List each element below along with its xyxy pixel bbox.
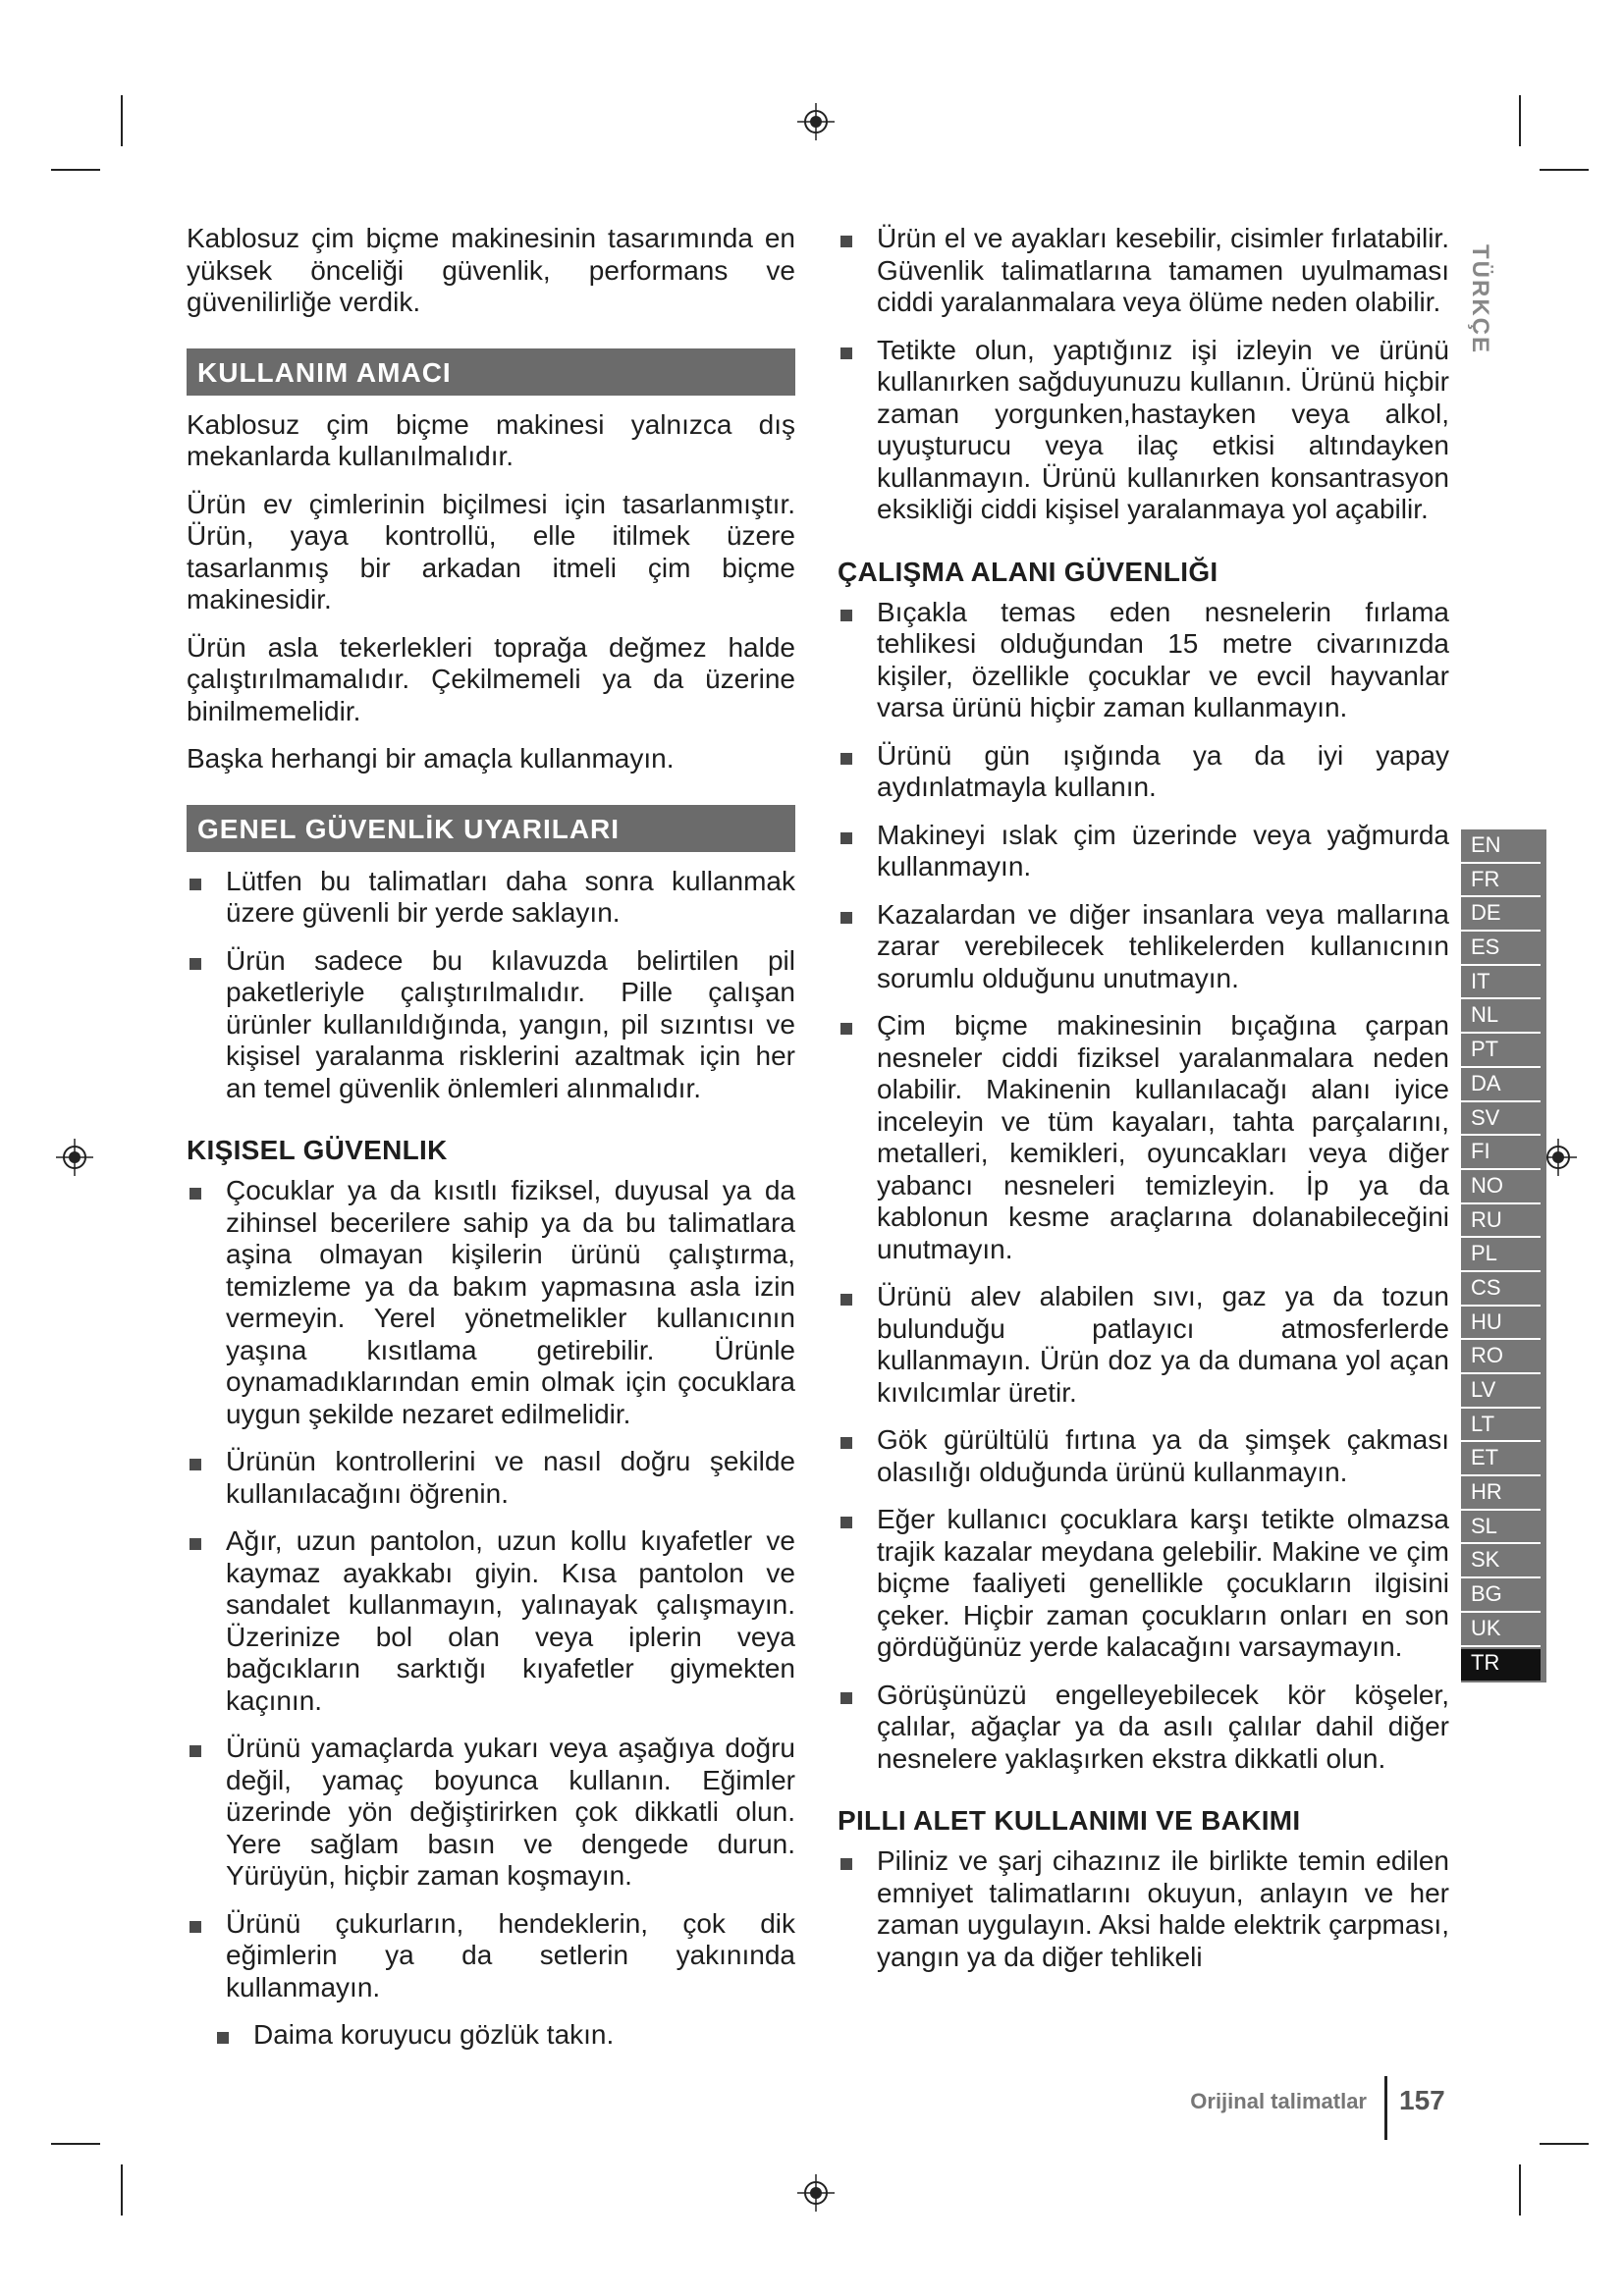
language-tab: ES (1461, 934, 1541, 966)
vertical-language-label: TÜRKÇE (1467, 244, 1493, 354)
language-tab: DE (1461, 899, 1541, 932)
registration-mark-icon (797, 2174, 835, 2212)
list-item: Lütfen bu talimatları daha sonra kullanmak üzere güvenli bir yerde saklayın. (187, 866, 795, 930)
language-tab: HR (1461, 1478, 1541, 1511)
language-tab: RO (1461, 1342, 1541, 1374)
language-tab: SV (1461, 1104, 1541, 1137)
usage-paragraph: Başka herhangi bir amaçla kullanmayın. (187, 743, 675, 774)
page-number: 157 (1399, 2085, 1445, 2115)
list-item: Bıçakla temas eden nesnelerin fırlama tehlikesi olduğundan 15 metre civarınızda kişiler, özellikle çocuklar ve evcil hayvanlar varsa ürünü hiçbir zaman kullanmayın. (838, 597, 1449, 724)
registration-mark-icon (797, 103, 835, 140)
language-tabs (1461, 829, 1546, 1682)
usage-paragraph: Kablosuz çim biçme makinesi yalnızca dış mekanlarda kullanılmalıdır. (187, 408, 795, 471)
work-area-list (838, 597, 1449, 1776)
language-tab: RU (1461, 1206, 1541, 1239)
section-heading-usage: KULLANIM AMACI (187, 348, 795, 396)
language-tab: PL (1461, 1240, 1541, 1272)
crop-mark (1540, 2143, 1589, 2145)
crop-mark (121, 2164, 123, 2216)
crop-mark (51, 169, 100, 171)
language-tab: FI (1461, 1138, 1541, 1170)
usage-paragraph: Ürün ev çimlerinin biçilmesi için tasarlanmıştır. Ürün, yaya kontrollü, elle itilmek üzere tasarlanmış bir arkadan itmeli çim biçme makinesidir. (187, 488, 795, 614)
language-tab: PT (1461, 1036, 1541, 1068)
language-tab: SL (1461, 1513, 1541, 1545)
list-item: Ürünün kontrollerini ve nasıl doğru şekilde kullanılacağını öğrenin. (187, 1446, 795, 1510)
usage-paragraph: Ürün asla tekerlekleri toprağa değmez halde çalıştırılmamalıdır. Çekilmemeli ya da üzerine binilmemelidir. (187, 631, 795, 726)
list-item: Piliniz ve şarj cihazınız ile birlikte temin edilen emniyet talimatlarını okuyun, anlayın ve her zaman uygulayın. Aksi halde elektrik çarpması, yangın ya da diğer tehlikeli (838, 1845, 1449, 1973)
language-tab: SK (1461, 1546, 1541, 1578)
section-heading-battery: PILLI ALET KULLANIMI VE BAKIMI (838, 1805, 1301, 1836)
section-heading-personal-safety: KIŞISEL GÜVENLIK (187, 1135, 448, 1165)
language-tab: DA (1461, 1070, 1541, 1102)
language-tab: NO (1461, 1172, 1541, 1204)
list-item: Ürünü yamaçlarda yukarı veya aşağıya doğru değil, yamaç boyunca kullanın. Eğimler üzerinde yön değiştirirken çok dikkatli olun. Yere sağlam basın ve dengede durun. Yürüyün, hiçbir zaman koşmayın. (187, 1733, 795, 1893)
language-tab: ET (1461, 1444, 1541, 1476)
language-tab: LT (1461, 1411, 1541, 1443)
language-tab: IT (1461, 968, 1541, 1000)
general-safety-list (187, 866, 795, 1105)
list-item: Çocuklar ya da kısıtlı fiziksel, duyusal ya da zihinsel becerilere sahip ya da bu talimatlara aşina olmayan kişilerin ürünü çalıştırma, temizleme ya da bakım yapmasına asla izin vermeyin. Yerel yönetmelikler kullanıcının yaşına kısıtlama getirebilir. Ürünle oynamadıklarından emin olmak için çocuklara uygun şekilde nezaret edilmelidir. (187, 1175, 795, 1430)
footer-divider (1384, 2076, 1387, 2140)
list-item: Görüşünüzü engelleyebilecek kör köşeler, çalılar, ağaçlar ya da asılı çalılar dahil diğer nesnelere yaklaşırken ekstra dikkatli olun. (838, 1680, 1449, 1776)
language-tab: NL (1461, 1001, 1541, 1034)
language-tab: FR (1461, 866, 1541, 898)
footer-label: Orijinal talimatlar (1190, 2089, 1367, 2113)
list-item: Ürün sadece bu kılavuzda belirtilen pil paketleriyle çalıştırılmalıdır. Pille çalışan ürünler kullanıldığında, yangın, pil sızıntısı ve kişisel yaralanma risklerini azaltmak için her an temel güvenlik önlemleri alınmalıdır. (187, 945, 795, 1105)
list-item: Eğer kullanıcı çocuklara karşı tetikte olmazsa trajik kazalar meydana gelebilir. Makine ve çim biçme faaliyeti genellikle çocukların ilgisini çeker. Hiçbir zaman çocukların onları en son gördüğünüz yerde kalacağını varsaymayın. (838, 1504, 1449, 1664)
list-item: Makineyi ıslak çim üzerinde veya yağmurda kullanmayın. (838, 820, 1449, 883)
crop-mark (121, 95, 123, 146)
list-item: Ürünü çukurların, hendeklerin, çok dik eğimlerin ya da setlerin yakınında kullanmayın. (187, 1908, 795, 2004)
crop-mark (51, 2143, 100, 2145)
registration-mark-icon (56, 1139, 93, 1176)
top-warnings-list (838, 223, 1449, 526)
language-tab: LV (1461, 1376, 1541, 1409)
list-sub-item: Daima koruyucu gözlük takın. (214, 2019, 795, 2052)
language-tab: HU (1461, 1308, 1541, 1341)
list-item: Gök gürültülü fırtına ya da şimşek çakması olasılığı olduğunda ürünü kullanmayın. (838, 1424, 1449, 1488)
list-item: Ürünü gün ışığında ya da iyi yapay aydınlatmayla kullanın. (838, 740, 1449, 804)
list-item: Ürünü alev alabilen sıvı, gaz ya da tozun bulunduğu patlayıcı atmosferlerde kullanmayın. Ürün doz ya da dumana yol açan kıvılcımlar üretir. (838, 1281, 1449, 1409)
battery-list (838, 1845, 1449, 1973)
crop-mark (1540, 169, 1589, 171)
language-tab: EN (1461, 831, 1541, 864)
list-item: Ağır, uzun pantolon, uzun kollu kıyafetler ve kaymaz ayakkabı giyin. Kısa pantolon ve sandalet kullanmayın, yalınayak çalışmayın. Üzerinize bol olan veya iplerin veya bağcıkların sarktığı kıyafetler giymekten kaçının. (187, 1525, 795, 1717)
crop-mark (1519, 2164, 1521, 2216)
language-tab-active: TR (1461, 1649, 1541, 1682)
intro-paragraph: Kablosuz çim biçme makinesinin tasarımında en yüksek önceliği güvenlik, performans ve güvenilirliğe verdik. (187, 223, 795, 317)
language-tab: UK (1461, 1615, 1541, 1647)
left-column (187, 223, 795, 2067)
list-item: Tetikte olun, yaptığınız işi izleyin ve ürünü kullanırken sağduyunuzu kullanın. Ürünü hiçbir zaman yorgunken,hastayken veya alkol, uyuşturucu veya ilaç etkisi altındayken kullanmayın. Ürünü kullanırken konsantrasyon eksikliği ciddi kişisel yaralanmaya yol açabilir. (838, 335, 1449, 526)
language-tab: CS (1461, 1274, 1541, 1307)
language-tab: BG (1461, 1580, 1541, 1613)
section-heading-general-safety: GENEL GÜVENLİK UYARILARI (187, 805, 795, 852)
list-item: Ürün el ve ayakları kesebilir, cisimler fırlatabilir. Güvenlik talimatlarına tamamen uyulmaması ciddi yaralanmalara veya ölüme neden olabilir. (838, 223, 1449, 319)
list-item: Çim biçme makinesinin bıçağına çarpan nesneler ciddi fiziksel yaralanmalara neden olabilir. Makinenin kullanılacağı alanı iyice inceleyin ve tüm kayaları, tahta parçalarını, metalleri, kemikleri, oyuncakları veya diğer yabancı nesneleri temizleyin. İp ya da kablonun kesme araçlarına dolanabileceğini unutmayın. (838, 1010, 1449, 1265)
personal-safety-list (187, 1175, 795, 2052)
section-heading-work-area: ÇALIŞMA ALANI GÜVENLIĞI (838, 556, 1218, 587)
right-column (838, 223, 1449, 1989)
crop-mark (1519, 95, 1521, 146)
list-item: Kazalardan ve diğer insanlara veya mallarına zarar verebilecek tehlikelerden kullanıcının sorumlu olduğunu unutmayın. (838, 899, 1449, 995)
